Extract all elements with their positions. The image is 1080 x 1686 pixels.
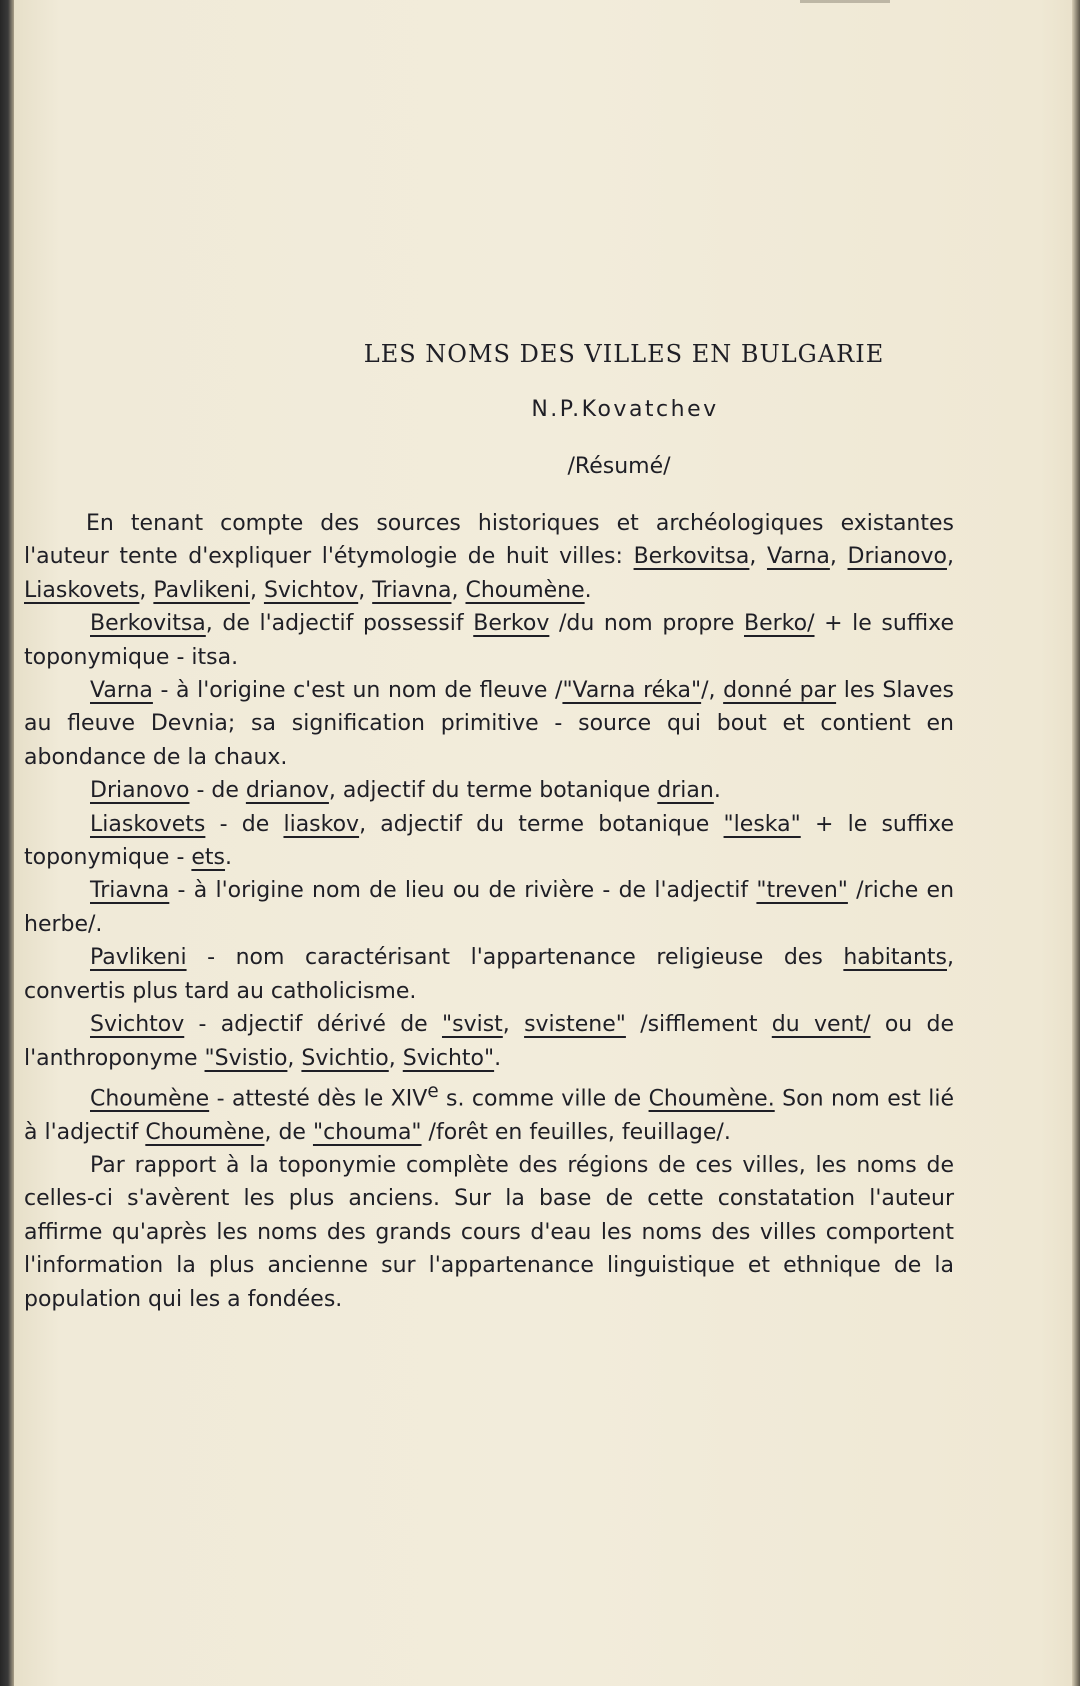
conclusion-paragraph: Par rapport à la toponymie complète des régions de ces villes, les noms de celles-ci s'avèrent les plus anciens. Sur la base de cette constatation l'auteur affirme qu'après les noms des grands cours d'eau les noms des villes comportent l'information la plus ancienne sur l'appartenance linguistique et ethnique de la population qui les a fondées. (24, 1153, 954, 1312)
page-right-edge (1072, 0, 1080, 1686)
article-title: LES NOMS DES VILLES EN BULGARIE (363, 340, 885, 368)
town-name: Liaskovets (24, 577, 140, 603)
article-author: N.P.Kovatchev (531, 397, 719, 422)
entry-triavna: Triavna - à l'origine nom de lieu ou de rivière - de l'adjectif "treven" /riche en herbe/. (24, 878, 955, 937)
entry-term: Varna (90, 678, 153, 704)
entry-term: Berkovitsa (90, 611, 206, 637)
article-body (24, 507, 954, 1316)
town-name: Pavlikeni (153, 577, 250, 603)
page-binding-edge (0, 0, 14, 1686)
intro-paragraph: En tenant compte des sources historiques et archéologiques existantes l'auteur tente d'expliquer l'étymologie de huit villes: Berkovitsa, Varna, Drianovo, Liaskovets, Pavlikeni, Svichtov, Triavna, Choumène. (24, 511, 954, 603)
town-name: Berkovitsa (633, 544, 750, 570)
entry-term: Choumène (90, 1086, 210, 1112)
entry-svichtov: Svichtov - adjectif dérivé de "svist, svistene" /sifflement du vent/ ou de l'anthroponyme "Svistio, Svichtio, Svichto". (24, 1012, 954, 1071)
town-name: Svichtov (263, 577, 359, 603)
entry-term: Drianovo (90, 778, 190, 804)
entry-pavlikeni: Pavlikeni - nom caractérisant l'appartenance religieuse des habitants, convertis plus tard au catholicisme. (24, 945, 954, 1004)
intro-text: En tenant compte des sources historiques et archéologiques existantes l'auteur tente d'expliquer l'étymologie de huit villes: (24, 511, 954, 570)
entry-drianovo: Drianovo - de drianov, adjectif du terme botanique drian. (90, 778, 721, 804)
entry-varna: Varna - à l'origine c'est un nom de fleuve /"Varna réka"/, donné par les Slaves au fleuve Devnia; sa signification primitive - source qui bout et contient en abondance de la chaux. (24, 678, 954, 770)
entry-choumene: Choumène - attesté dès le XIVe s. comme ville de Choumène. Son nom est lié à l'adjectif Choumène, de "chouma" /forêt en feuilles, feuillage/. (24, 1080, 955, 1145)
entry-term: Svichtov (90, 1012, 185, 1038)
scan-mark (800, 0, 890, 3)
town-name: Varna (766, 544, 830, 570)
entry-term: Triavna (90, 878, 170, 904)
entry-berkovitsa: Berkovitsa, de l'adjectif possessif Berkov /du nom propre Berko/ + le suffixe toponymique - itsa. (24, 611, 954, 670)
entry-term: Liaskovets (90, 811, 206, 837)
entry-term: Pavlikeni (90, 945, 187, 971)
town-name: Drianovo (847, 544, 947, 570)
town-name: Triavna (372, 577, 452, 603)
town-name: Choumène (465, 577, 585, 603)
entry-liaskovets: Liaskovets - de liaskov, adjectif du terme botanique "leska" + le suffixe toponymique - ets. (24, 811, 955, 871)
article-subtitle: /Résumé/ (567, 454, 671, 479)
